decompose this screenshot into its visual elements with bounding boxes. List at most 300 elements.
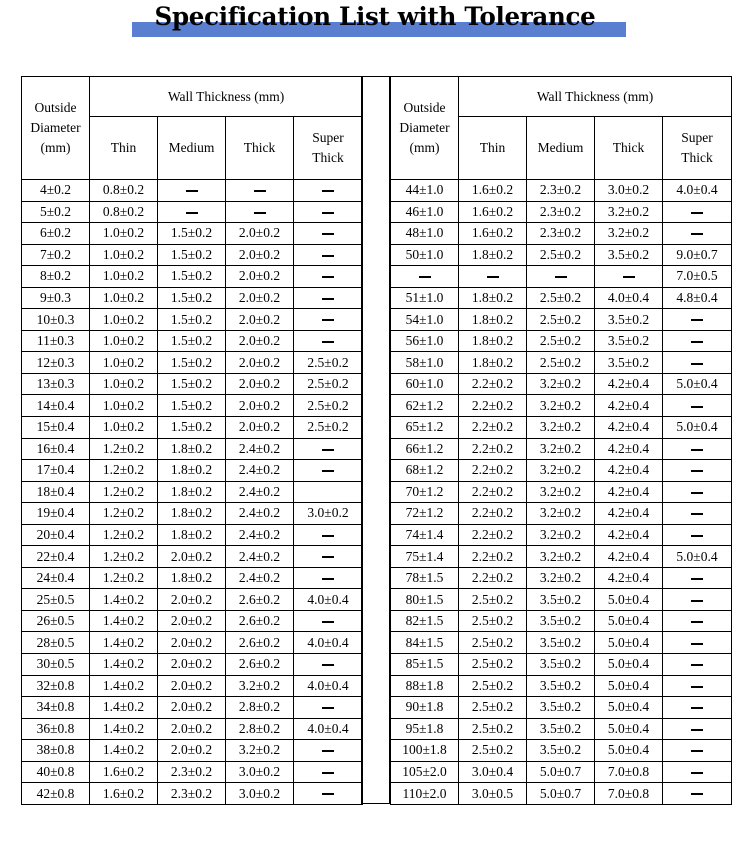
table-row xyxy=(391,740,732,762)
table-row xyxy=(22,330,363,352)
outside-diameter-cell: 13±0.3 xyxy=(22,373,90,395)
thin-cell: 1.6±0.2 xyxy=(459,201,527,223)
table-row xyxy=(22,244,363,266)
super-thick-cell: 5.0±0.4 xyxy=(663,546,732,568)
thin-cell: 2.2±0.2 xyxy=(459,503,527,525)
dash-mark xyxy=(623,276,635,278)
super-thick-cell xyxy=(663,567,732,589)
table-row xyxy=(391,438,732,460)
dash-mark xyxy=(691,643,703,645)
medium-cell: 1.5±0.2 xyxy=(158,223,226,245)
medium-cell: 3.5±0.2 xyxy=(527,675,595,697)
outside-diameter-header xyxy=(391,77,459,180)
outside-diameter-cell: 26±0.5 xyxy=(22,610,90,632)
thick-cell: 4.2±0.4 xyxy=(595,524,663,546)
table-row xyxy=(391,287,732,309)
thick-cell: 5.0±0.4 xyxy=(595,697,663,719)
medium-cell: 1.8±0.2 xyxy=(158,567,226,589)
medium-cell: 2.0±0.2 xyxy=(158,589,226,611)
medium-cell: 3.2±0.2 xyxy=(527,395,595,417)
super-thick-cell xyxy=(294,610,363,632)
outside-diameter-cell: 70±1.2 xyxy=(391,481,459,503)
table-row xyxy=(22,567,363,589)
thin-cell: 1.2±0.2 xyxy=(90,460,158,482)
super-thick-cell: 2.5±0.2 xyxy=(294,352,363,374)
table-row xyxy=(22,632,363,654)
dash-mark xyxy=(691,406,703,408)
thin-cell: 1.4±0.2 xyxy=(90,610,158,632)
table-row xyxy=(391,460,732,482)
outside-diameter-cell: 18±0.4 xyxy=(22,481,90,503)
outside-diameter-cell: 50±1.0 xyxy=(391,244,459,266)
medium-cell: 2.0±0.2 xyxy=(158,546,226,568)
dash-mark xyxy=(691,341,703,343)
medium-cell: 2.0±0.2 xyxy=(158,632,226,654)
outside-diameter-cell: 48±1.0 xyxy=(391,223,459,245)
thick-cell: 2.0±0.2 xyxy=(226,223,294,245)
table-row xyxy=(391,330,732,352)
thin-cell: 2.2±0.2 xyxy=(459,524,527,546)
dash-mark xyxy=(322,578,334,580)
table-row xyxy=(391,697,732,719)
outside-diameter-cell: 32±0.8 xyxy=(22,675,90,697)
table-row xyxy=(22,654,363,676)
outside-diameter-cell: 28±0.5 xyxy=(22,632,90,654)
table-row xyxy=(22,266,363,288)
medium-cell: 2.5±0.2 xyxy=(527,244,595,266)
table-row xyxy=(391,180,732,202)
thick-cell: 3.0±0.2 xyxy=(226,783,294,805)
dash-mark xyxy=(555,276,567,278)
thick-cell: 3.2±0.2 xyxy=(226,740,294,762)
medium-cell: 3.2±0.2 xyxy=(527,546,595,568)
table-row xyxy=(22,503,363,525)
super-thick-cell xyxy=(663,309,732,331)
table-row xyxy=(22,675,363,697)
dash-mark xyxy=(322,750,334,752)
medium-cell: 3.5±0.2 xyxy=(527,654,595,676)
table-row xyxy=(391,503,732,525)
od-header-line: Outside xyxy=(403,100,446,115)
spec-table-right xyxy=(390,76,732,805)
table-row xyxy=(22,373,363,395)
thick-cell xyxy=(226,180,294,202)
thick-cell: 4.2±0.4 xyxy=(595,395,663,417)
super-thick-cell: 2.5±0.2 xyxy=(294,395,363,417)
thin-cell: 2.5±0.2 xyxy=(459,697,527,719)
super-thick-cell: 5.0±0.4 xyxy=(663,373,732,395)
thin-cell: 1.2±0.2 xyxy=(90,481,158,503)
thin-cell: 1.0±0.2 xyxy=(90,417,158,439)
table-row xyxy=(391,632,732,654)
table-row xyxy=(391,417,732,439)
outside-diameter-cell: 46±1.0 xyxy=(391,201,459,223)
thick-cell: 2.8±0.2 xyxy=(226,718,294,740)
table-row xyxy=(22,201,363,223)
medium-cell: 5.0±0.7 xyxy=(527,783,595,805)
outside-diameter-cell: 51±1.0 xyxy=(391,287,459,309)
table-row xyxy=(22,524,363,546)
thick-cell: 4.2±0.4 xyxy=(595,481,663,503)
thin-cell: 2.5±0.2 xyxy=(459,654,527,676)
super-thick-cell xyxy=(294,180,363,202)
dash-mark xyxy=(691,212,703,214)
outside-diameter-cell: 24±0.4 xyxy=(22,567,90,589)
medium-cell: 1.8±0.2 xyxy=(158,503,226,525)
outside-diameter-cell: 12±0.3 xyxy=(22,352,90,374)
dash-mark xyxy=(691,707,703,709)
thin-cell: 1.0±0.2 xyxy=(90,352,158,374)
table-row xyxy=(391,589,732,611)
super-thick-cell xyxy=(294,546,363,568)
table-row xyxy=(391,718,732,740)
thin-cell: 1.0±0.2 xyxy=(90,223,158,245)
super-thick-cell xyxy=(663,783,732,805)
dash-mark xyxy=(322,233,334,235)
table-row xyxy=(391,481,732,503)
dash-mark xyxy=(254,212,266,214)
thin-cell: 1.4±0.2 xyxy=(90,675,158,697)
outside-diameter-cell: 11±0.3 xyxy=(22,330,90,352)
col-thick-header: Thick xyxy=(595,117,663,180)
thick-cell: 2.4±0.2 xyxy=(226,481,294,503)
super-thick-cell xyxy=(294,223,363,245)
dash-mark xyxy=(254,190,266,192)
super-thick-cell xyxy=(663,503,732,525)
dash-mark xyxy=(322,707,334,709)
outside-diameter-cell: 110±2.0 xyxy=(391,783,459,805)
thin-cell: 1.0±0.2 xyxy=(90,287,158,309)
thin-cell: 1.4±0.2 xyxy=(90,697,158,719)
table-row xyxy=(391,352,732,374)
thick-cell xyxy=(595,266,663,288)
thin-cell: 1.4±0.2 xyxy=(90,632,158,654)
medium-cell xyxy=(158,201,226,223)
outside-diameter-cell: 42±0.8 xyxy=(22,783,90,805)
dash-mark xyxy=(322,319,334,321)
spec-tables xyxy=(21,76,730,805)
super-thick-cell xyxy=(663,524,732,546)
dash-mark xyxy=(691,664,703,666)
outside-diameter-cell: 6±0.2 xyxy=(22,223,90,245)
table-row xyxy=(22,546,363,568)
thick-cell xyxy=(226,201,294,223)
outside-diameter-cell: 20±0.4 xyxy=(22,524,90,546)
thick-cell: 2.6±0.2 xyxy=(226,654,294,676)
medium-cell: 1.5±0.2 xyxy=(158,352,226,374)
super-thick-cell xyxy=(294,287,363,309)
table-row xyxy=(22,180,363,202)
table-row xyxy=(22,718,363,740)
dash-mark xyxy=(691,319,703,321)
thick-cell: 2.4±0.2 xyxy=(226,460,294,482)
thick-cell: 5.0±0.4 xyxy=(595,654,663,676)
medium-cell: 3.5±0.2 xyxy=(527,610,595,632)
thin-cell: 1.8±0.2 xyxy=(459,309,527,331)
super-thick-cell: 4.0±0.4 xyxy=(294,675,363,697)
super-thick-cell xyxy=(663,330,732,352)
thin-cell: 2.2±0.2 xyxy=(459,373,527,395)
table-row xyxy=(22,417,363,439)
super-thick-cell: 4.0±0.4 xyxy=(663,180,732,202)
outside-diameter-cell: 36±0.8 xyxy=(22,718,90,740)
outside-diameter-cell: 30±0.5 xyxy=(22,654,90,676)
dash-mark xyxy=(691,729,703,731)
thin-cell: 1.2±0.2 xyxy=(90,546,158,568)
medium-cell: 1.8±0.2 xyxy=(158,460,226,482)
super-thick-cell xyxy=(294,330,363,352)
super-thick-cell xyxy=(663,438,732,460)
thick-cell: 4.2±0.4 xyxy=(595,546,663,568)
outside-diameter-cell: 60±1.0 xyxy=(391,373,459,395)
dash-mark xyxy=(186,190,198,192)
thin-cell: 1.2±0.2 xyxy=(90,524,158,546)
dash-mark xyxy=(322,276,334,278)
thin-cell: 1.0±0.2 xyxy=(90,266,158,288)
super-thick-cell xyxy=(663,697,732,719)
table-row xyxy=(391,524,732,546)
dash-mark xyxy=(322,664,334,666)
medium-cell: 3.2±0.2 xyxy=(527,567,595,589)
super-thick-line: Super xyxy=(681,130,713,145)
thin-cell: 1.0±0.2 xyxy=(90,330,158,352)
table-row xyxy=(391,373,732,395)
outside-diameter-cell: 40±0.8 xyxy=(22,761,90,783)
wall-thickness-header: Wall Thickness (mm) xyxy=(459,77,732,117)
thick-cell: 2.4±0.2 xyxy=(226,546,294,568)
super-thick-cell xyxy=(663,460,732,482)
super-thick-cell xyxy=(294,266,363,288)
super-thick-cell: 2.5±0.2 xyxy=(294,373,363,395)
table-row xyxy=(22,395,363,417)
outside-diameter-cell: 5±0.2 xyxy=(22,201,90,223)
outside-diameter-cell: 14±0.4 xyxy=(22,395,90,417)
thin-cell: 2.5±0.2 xyxy=(459,718,527,740)
thick-cell: 2.4±0.2 xyxy=(226,438,294,460)
thick-cell: 2.6±0.2 xyxy=(226,610,294,632)
od-header-line: (mm) xyxy=(40,140,71,155)
medium-cell: 2.0±0.2 xyxy=(158,740,226,762)
thin-cell: 1.4±0.2 xyxy=(90,654,158,676)
dash-mark xyxy=(419,276,431,278)
thick-cell: 3.2±0.2 xyxy=(595,201,663,223)
outside-diameter-cell: 44±1.0 xyxy=(391,180,459,202)
outside-diameter-cell: 9±0.3 xyxy=(22,287,90,309)
super-thick-cell: 9.0±0.7 xyxy=(663,244,732,266)
thick-cell: 3.5±0.2 xyxy=(595,244,663,266)
super-thick-cell xyxy=(294,567,363,589)
outside-diameter-cell: 78±1.5 xyxy=(391,567,459,589)
thick-cell: 4.2±0.4 xyxy=(595,503,663,525)
thick-cell: 4.2±0.4 xyxy=(595,373,663,395)
thick-cell: 3.0±0.2 xyxy=(226,761,294,783)
super-thick-cell xyxy=(294,654,363,676)
medium-cell: 1.8±0.2 xyxy=(158,524,226,546)
thin-cell: 0.8±0.2 xyxy=(90,180,158,202)
thin-cell: 2.2±0.2 xyxy=(459,417,527,439)
outside-diameter-cell: 74±1.4 xyxy=(391,524,459,546)
dash-mark xyxy=(691,600,703,602)
thick-cell: 3.2±0.2 xyxy=(226,675,294,697)
medium-cell: 2.3±0.2 xyxy=(527,201,595,223)
thick-cell: 2.8±0.2 xyxy=(226,697,294,719)
outside-diameter-cell: 38±0.8 xyxy=(22,740,90,762)
table-row xyxy=(22,438,363,460)
medium-cell: 2.5±0.2 xyxy=(527,309,595,331)
medium-cell: 3.2±0.2 xyxy=(527,481,595,503)
thin-cell: 2.5±0.2 xyxy=(459,589,527,611)
super-thick-cell xyxy=(294,201,363,223)
dash-mark xyxy=(691,449,703,451)
dash-mark xyxy=(691,686,703,688)
outside-diameter-cell: 62±1.2 xyxy=(391,395,459,417)
super-thick-cell xyxy=(663,654,732,676)
medium-cell: 1.8±0.2 xyxy=(158,438,226,460)
thick-cell: 2.4±0.2 xyxy=(226,503,294,525)
thin-cell: 1.4±0.2 xyxy=(90,589,158,611)
outside-diameter-cell: 68±1.2 xyxy=(391,460,459,482)
super-thick-cell xyxy=(663,740,732,762)
outside-diameter-cell: 88±1.8 xyxy=(391,675,459,697)
medium-cell: 2.3±0.2 xyxy=(158,761,226,783)
thick-cell: 2.6±0.2 xyxy=(226,632,294,654)
outside-diameter-cell: 65±1.2 xyxy=(391,417,459,439)
dash-mark xyxy=(322,470,334,472)
col-thick-header: Thick xyxy=(226,117,294,180)
outside-diameter-cell: 10±0.3 xyxy=(22,309,90,331)
medium-cell xyxy=(158,180,226,202)
outside-diameter-cell: 19±0.4 xyxy=(22,503,90,525)
thick-cell: 3.2±0.2 xyxy=(595,223,663,245)
thick-cell: 2.0±0.2 xyxy=(226,417,294,439)
thick-cell: 4.2±0.4 xyxy=(595,438,663,460)
thin-cell: 1.8±0.2 xyxy=(459,330,527,352)
super-thick-cell xyxy=(663,610,732,632)
thick-cell: 3.0±0.2 xyxy=(595,180,663,202)
dash-mark xyxy=(691,578,703,580)
table-row xyxy=(22,460,363,482)
table-row xyxy=(391,266,732,288)
outside-diameter-cell: 66±1.2 xyxy=(391,438,459,460)
thick-cell: 2.0±0.2 xyxy=(226,373,294,395)
super-thick-cell: 2.5±0.2 xyxy=(294,417,363,439)
dash-mark xyxy=(691,363,703,365)
thin-cell: 2.5±0.2 xyxy=(459,610,527,632)
outside-diameter-cell: 4±0.2 xyxy=(22,180,90,202)
super-thick-cell xyxy=(294,524,363,546)
dash-mark xyxy=(322,255,334,257)
table-row xyxy=(391,309,732,331)
outside-diameter-cell: 15±0.4 xyxy=(22,417,90,439)
super-thick-line: Thick xyxy=(681,150,713,165)
table-row xyxy=(391,546,732,568)
super-thick-cell: 4.0±0.4 xyxy=(294,632,363,654)
dash-mark xyxy=(691,492,703,494)
super-thick-cell: 5.0±0.4 xyxy=(663,417,732,439)
super-thick-cell xyxy=(294,761,363,783)
dash-mark xyxy=(322,298,334,300)
outside-diameter-cell xyxy=(391,266,459,288)
outside-diameter-cell: 58±1.0 xyxy=(391,352,459,374)
thin-cell: 2.5±0.2 xyxy=(459,740,527,762)
medium-cell: 1.5±0.2 xyxy=(158,395,226,417)
medium-cell: 2.0±0.2 xyxy=(158,654,226,676)
thick-cell: 2.6±0.2 xyxy=(226,589,294,611)
dash-mark xyxy=(691,750,703,752)
table-row xyxy=(391,395,732,417)
medium-cell: 3.5±0.2 xyxy=(527,589,595,611)
thin-cell: 1.0±0.2 xyxy=(90,244,158,266)
dash-mark xyxy=(322,793,334,795)
dash-mark xyxy=(691,233,703,235)
medium-cell: 1.5±0.2 xyxy=(158,373,226,395)
dash-mark xyxy=(691,513,703,515)
table-row xyxy=(22,761,363,783)
col-thin-header: Thin xyxy=(459,117,527,180)
medium-cell: 3.5±0.2 xyxy=(527,718,595,740)
dash-mark xyxy=(186,212,198,214)
medium-cell: 3.2±0.2 xyxy=(527,524,595,546)
super-thick-line: Super xyxy=(312,130,344,145)
thick-cell: 3.5±0.2 xyxy=(595,330,663,352)
table-row xyxy=(391,610,732,632)
super-thick-cell xyxy=(294,244,363,266)
left-table-body xyxy=(22,180,363,805)
table-row xyxy=(391,654,732,676)
medium-cell: 3.2±0.2 xyxy=(527,417,595,439)
thick-cell: 2.0±0.2 xyxy=(226,352,294,374)
medium-cell: 3.2±0.2 xyxy=(527,503,595,525)
medium-cell: 2.0±0.2 xyxy=(158,675,226,697)
super-thick-cell: 4.8±0.4 xyxy=(663,287,732,309)
table-row xyxy=(22,287,363,309)
dash-mark xyxy=(322,621,334,623)
super-thick-cell xyxy=(663,675,732,697)
medium-cell: 2.5±0.2 xyxy=(527,352,595,374)
outside-diameter-cell: 16±0.4 xyxy=(22,438,90,460)
thick-cell: 2.0±0.2 xyxy=(226,244,294,266)
thin-cell: 0.8±0.2 xyxy=(90,201,158,223)
medium-cell: 2.0±0.2 xyxy=(158,697,226,719)
dash-mark xyxy=(691,470,703,472)
col-medium-header: Medium xyxy=(527,117,595,180)
super-thick-cell xyxy=(294,438,363,460)
thin-cell: 2.5±0.2 xyxy=(459,675,527,697)
table-row xyxy=(22,481,363,503)
thick-cell: 3.5±0.2 xyxy=(595,309,663,331)
medium-cell: 2.0±0.2 xyxy=(158,718,226,740)
medium-cell: 2.5±0.2 xyxy=(527,330,595,352)
medium-cell: 2.3±0.2 xyxy=(527,180,595,202)
table-row xyxy=(22,783,363,805)
thin-cell: 1.4±0.2 xyxy=(90,740,158,762)
thick-cell: 4.2±0.4 xyxy=(595,567,663,589)
od-header-line: Diameter xyxy=(399,120,450,135)
title-banner xyxy=(0,0,750,40)
thick-cell: 5.0±0.4 xyxy=(595,718,663,740)
thick-cell: 4.0±0.4 xyxy=(595,287,663,309)
thin-cell: 1.6±0.2 xyxy=(459,223,527,245)
dash-mark xyxy=(322,772,334,774)
medium-cell: 1.5±0.2 xyxy=(158,417,226,439)
super-thick-cell xyxy=(663,201,732,223)
super-thick-cell xyxy=(663,589,732,611)
thin-cell: 2.2±0.2 xyxy=(459,395,527,417)
thick-cell: 5.0±0.4 xyxy=(595,589,663,611)
thin-cell: 1.8±0.2 xyxy=(459,352,527,374)
medium-cell xyxy=(527,266,595,288)
table-separator-column xyxy=(361,76,390,804)
